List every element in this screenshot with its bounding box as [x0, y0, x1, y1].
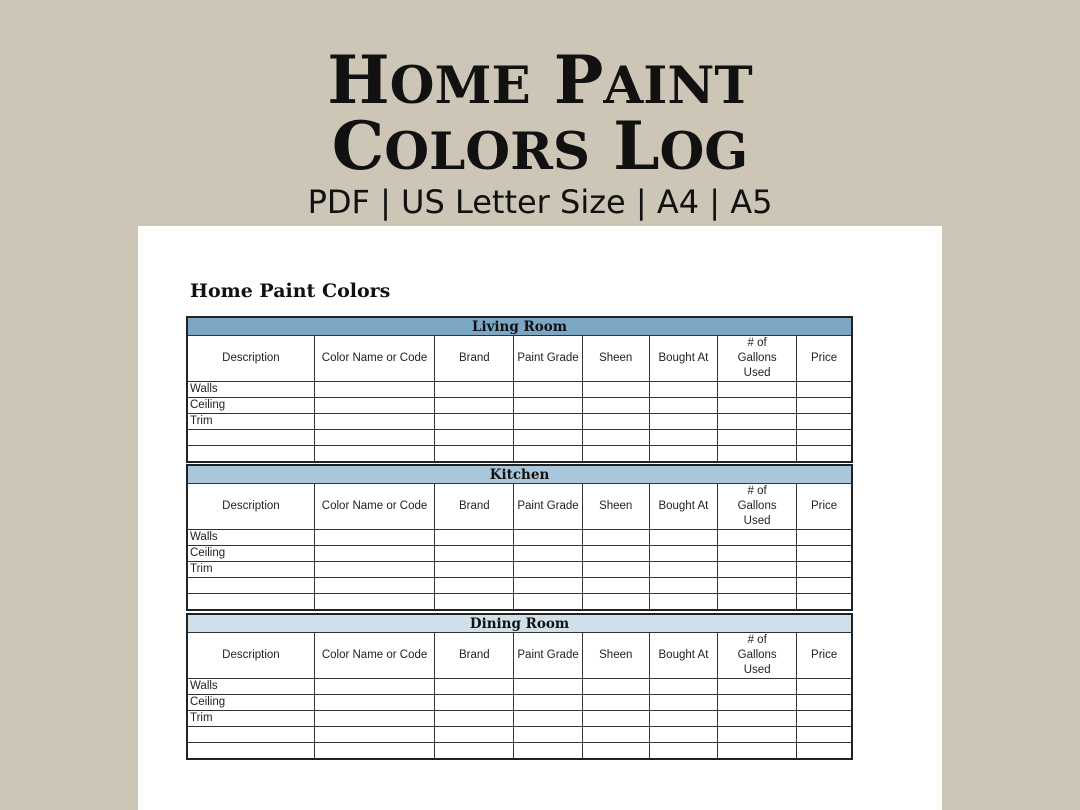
entry-cell[interactable] — [649, 679, 717, 695]
entry-cell[interactable] — [314, 530, 434, 546]
table-row — [187, 398, 852, 414]
entry-cell[interactable] — [649, 695, 717, 711]
column-header: Bought At — [649, 484, 717, 530]
entry-cell[interactable] — [514, 743, 582, 760]
entry-cell[interactable] — [582, 446, 649, 463]
entry-cell[interactable] — [649, 562, 717, 578]
row-description: Walls — [187, 530, 314, 546]
column-header: Paint Grade — [514, 336, 582, 382]
entry-cell[interactable] — [797, 578, 852, 594]
row-description: Ceiling — [187, 398, 314, 414]
entry-cell[interactable] — [582, 679, 649, 695]
entry-cell[interactable] — [514, 711, 582, 727]
entry-cell[interactable] — [582, 743, 649, 760]
entry-cell[interactable] — [649, 727, 717, 743]
column-header: Price — [797, 484, 852, 530]
entry-cell[interactable] — [514, 695, 582, 711]
room-table-living-room — [186, 316, 853, 463]
entry-cell[interactable] — [435, 578, 514, 594]
entry-cell[interactable] — [797, 679, 852, 695]
column-header: Brand — [435, 336, 514, 382]
column-header: Price — [797, 633, 852, 679]
entry-cell[interactable] — [435, 446, 514, 463]
entry-cell[interactable] — [582, 398, 649, 414]
entry-cell[interactable] — [717, 414, 796, 430]
row-description: Ceiling — [187, 695, 314, 711]
column-header: Bought At — [649, 336, 717, 382]
table-row — [187, 562, 852, 578]
entry-cell[interactable] — [717, 594, 796, 611]
entry-cell[interactable] — [435, 743, 514, 760]
entry-cell[interactable] — [582, 382, 649, 398]
table-row — [187, 727, 852, 743]
row-description: Trim — [187, 414, 314, 430]
entry-cell[interactable] — [435, 594, 514, 611]
title-word-home: HOME — [327, 41, 531, 119]
table-row — [187, 743, 852, 760]
entry-cell[interactable] — [718, 727, 797, 743]
column-header: Brand — [435, 484, 514, 530]
entry-cell[interactable] — [582, 562, 649, 578]
entry-cell[interactable] — [435, 414, 514, 430]
entry-cell[interactable] — [514, 446, 582, 463]
column-header: Brand — [435, 633, 514, 679]
entry-cell[interactable] — [797, 594, 852, 611]
table-row — [187, 446, 852, 463]
entry-cell[interactable] — [718, 743, 797, 760]
entry-cell[interactable] — [314, 382, 434, 398]
column-header: Price — [797, 336, 852, 382]
entry-cell[interactable] — [717, 430, 796, 446]
entry-cell[interactable] — [435, 727, 514, 743]
entry-cell[interactable] — [649, 578, 717, 594]
column-header: Description — [187, 484, 314, 530]
entry-cell[interactable] — [435, 679, 514, 695]
table-row — [187, 679, 852, 695]
column-header: Paint Grade — [514, 484, 582, 530]
entry-cell[interactable] — [314, 430, 434, 446]
column-header: # of Gallons Used — [717, 484, 796, 530]
entry-cell[interactable] — [314, 398, 434, 414]
room-name: Dining Room — [187, 614, 852, 633]
entry-cell[interactable] — [649, 594, 717, 611]
entry-cell[interactable] — [717, 562, 796, 578]
entry-cell[interactable] — [514, 546, 582, 562]
row-description — [187, 430, 314, 446]
subtitle: PDF | US Letter Size | A4 | A5 — [307, 183, 773, 221]
entry-cell[interactable] — [435, 546, 514, 562]
entry-cell[interactable] — [717, 530, 796, 546]
entry-cell[interactable] — [514, 679, 582, 695]
column-header: Description — [187, 336, 314, 382]
entry-cell[interactable] — [649, 414, 717, 430]
entry-cell[interactable] — [797, 414, 852, 430]
entry-cell[interactable] — [797, 446, 852, 463]
row-description: Walls — [187, 382, 314, 398]
entry-cell[interactable] — [797, 562, 852, 578]
entry-cell[interactable] — [582, 695, 649, 711]
entry-cell[interactable] — [314, 743, 434, 760]
entry-cell[interactable] — [717, 446, 796, 463]
row-description: Walls — [187, 679, 314, 695]
table-row — [187, 382, 852, 398]
entry-cell[interactable] — [514, 414, 582, 430]
entry-cell[interactable] — [649, 398, 717, 414]
entry-cell[interactable] — [582, 414, 649, 430]
entry-cell[interactable] — [514, 727, 582, 743]
entry-cell[interactable] — [314, 711, 434, 727]
entry-cell[interactable] — [514, 578, 582, 594]
entry-cell[interactable] — [314, 414, 434, 430]
row-description — [187, 578, 314, 594]
entry-cell[interactable] — [435, 430, 514, 446]
entry-cell[interactable] — [435, 562, 514, 578]
table-row — [187, 578, 852, 594]
entry-cell[interactable] — [314, 695, 434, 711]
column-header: Sheen — [582, 336, 649, 382]
column-header: Sheen — [582, 484, 649, 530]
title-word-paint: PAINT — [553, 41, 753, 119]
table-row — [187, 695, 852, 711]
entry-cell[interactable] — [514, 430, 582, 446]
column-header: Sheen — [582, 633, 649, 679]
row-description — [187, 446, 314, 463]
entry-cell[interactable] — [435, 695, 514, 711]
entry-cell[interactable] — [649, 546, 717, 562]
entry-cell[interactable] — [797, 695, 852, 711]
entry-cell[interactable] — [718, 695, 797, 711]
entry-cell[interactable] — [514, 594, 582, 611]
table-row — [187, 594, 852, 611]
title-word-log: LOG — [613, 107, 749, 185]
paint-log-sheet — [138, 226, 942, 810]
column-header: Paint Grade — [514, 633, 582, 679]
entry-cell[interactable] — [797, 382, 852, 398]
entry-cell[interactable] — [514, 562, 582, 578]
sheet-title: Home Paint Colors — [190, 280, 391, 302]
entry-cell[interactable] — [717, 382, 796, 398]
entry-cell[interactable] — [582, 430, 649, 446]
entry-cell[interactable] — [314, 546, 434, 562]
row-description — [187, 594, 314, 611]
entry-cell[interactable] — [582, 530, 649, 546]
entry-cell[interactable] — [649, 711, 717, 727]
row-description: Ceiling — [187, 546, 314, 562]
room-name: Kitchen — [187, 465, 852, 484]
column-header: Bought At — [649, 633, 717, 679]
entry-cell[interactable] — [797, 711, 852, 727]
title-line-2 — [0, 106, 1080, 192]
entry-cell[interactable] — [314, 727, 434, 743]
room-table-dining-room — [186, 613, 853, 760]
entry-cell[interactable] — [797, 546, 852, 562]
entry-cell[interactable] — [435, 398, 514, 414]
column-header: # of Gallons Used — [717, 336, 796, 382]
table-row — [187, 711, 852, 727]
entry-cell[interactable] — [435, 530, 514, 546]
entry-cell[interactable] — [514, 382, 582, 398]
entry-cell[interactable] — [717, 578, 796, 594]
entry-cell[interactable] — [649, 430, 717, 446]
entry-cell[interactable] — [582, 727, 649, 743]
column-header: Color Name or Code — [314, 336, 434, 382]
column-header: Color Name or Code — [314, 484, 434, 530]
entry-cell[interactable] — [718, 711, 797, 727]
row-description — [187, 743, 314, 760]
row-description — [187, 727, 314, 743]
entry-cell[interactable] — [582, 594, 649, 611]
entry-cell[interactable] — [314, 446, 434, 463]
entry-cell[interactable] — [718, 679, 797, 695]
entry-cell[interactable] — [717, 398, 796, 414]
table-row — [187, 414, 852, 430]
entry-cell[interactable] — [797, 430, 852, 446]
room-name: Living Room — [187, 317, 852, 336]
entry-cell[interactable] — [314, 562, 434, 578]
entry-cell[interactable] — [797, 727, 852, 743]
entry-cell[interactable] — [649, 530, 717, 546]
column-header: Description — [187, 633, 314, 679]
table-row — [187, 430, 852, 446]
column-header: Color Name or Code — [314, 633, 434, 679]
entry-cell[interactable] — [797, 398, 852, 414]
table-row — [187, 546, 852, 562]
entry-cell[interactable] — [314, 679, 434, 695]
title-word-colors: COLORS — [331, 107, 591, 185]
entry-cell[interactable] — [717, 546, 796, 562]
row-description: Trim — [187, 711, 314, 727]
entry-cell[interactable] — [797, 743, 852, 760]
entry-cell[interactable] — [514, 398, 582, 414]
table-row — [187, 530, 852, 546]
entry-cell[interactable] — [582, 711, 649, 727]
entry-cell[interactable] — [514, 530, 582, 546]
entry-cell[interactable] — [649, 743, 717, 760]
entry-cell[interactable] — [582, 546, 649, 562]
entry-cell[interactable] — [582, 578, 649, 594]
entry-cell[interactable] — [649, 382, 717, 398]
entry-cell[interactable] — [435, 382, 514, 398]
row-description: Trim — [187, 562, 314, 578]
room-table-kitchen — [186, 464, 853, 611]
entry-cell[interactable] — [435, 711, 514, 727]
entry-cell[interactable] — [649, 446, 717, 463]
entry-cell[interactable] — [314, 594, 434, 611]
entry-cell[interactable] — [797, 530, 852, 546]
entry-cell[interactable] — [314, 578, 434, 594]
column-header: # of Gallons Used — [718, 633, 797, 679]
